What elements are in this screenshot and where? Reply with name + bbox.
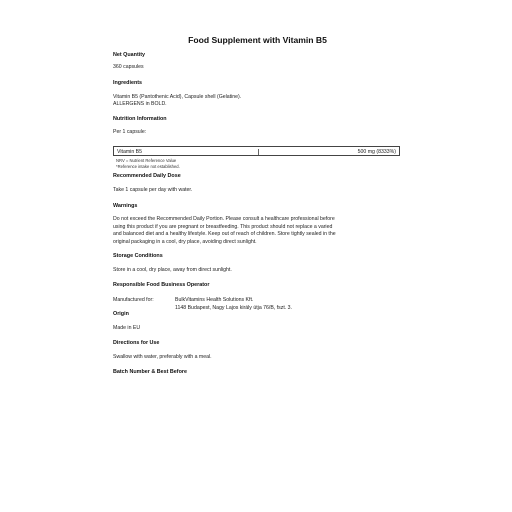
- reference-note: *Reference intake not established.: [116, 164, 180, 169]
- origin-heading: Origin: [113, 311, 129, 317]
- directions-heading: Directions for Use: [113, 340, 160, 346]
- nrv-note: NRV = Nutrient Reference Value: [116, 158, 177, 163]
- storage-value: Store in a cool, dry place, away from direct sunlight.: [113, 267, 232, 273]
- origin-value: Made in EU: [113, 325, 141, 331]
- ingredients-line: Vitamin B5 (Pantothenic Acid), Capsule shell (Gelatine).: [113, 94, 242, 100]
- warnings-line: using this product if you are pregnant or breastfeeding. This product should not replace a varied: [113, 223, 333, 230]
- warnings-line: original packaging in a cool, dry place, avoiding direct sunlight.: [113, 238, 257, 245]
- storage-heading: Storage Conditions: [113, 253, 163, 259]
- operator-name: BulkVitamins Health Solutions Kft.: [175, 297, 254, 303]
- operator-heading: Responsible Food Business Operator: [113, 282, 210, 288]
- document-title: Food Supplement with Vitamin B5: [188, 35, 327, 45]
- allergens-note: ALLERGENS in BOLD.: [113, 101, 167, 107]
- nutrient-value: 500 mg (8333%): [357, 148, 396, 155]
- nutrition-heading: Nutrition Information: [113, 116, 167, 122]
- warnings-heading: Warnings: [113, 203, 138, 209]
- batch-heading: Batch Number & Best Before: [113, 369, 187, 375]
- dose-heading: Recommended Daily Dose: [113, 173, 181, 179]
- manufactured-for-label: Manufactured for:: [113, 297, 154, 303]
- nutrition-per: Per 1 capsule:: [113, 129, 147, 135]
- dose-value: Take 1 capsule per day with water.: [113, 187, 193, 193]
- operator-address: 1148 Budapest, Nagy Lajos király útja 76/B, fszt. 3.: [175, 305, 292, 311]
- operator-address-block: [175, 296, 395, 312]
- table-divider: [258, 149, 259, 155]
- nutrition-table: [113, 146, 400, 156]
- net-quantity-value: 360 capsules: [113, 64, 144, 70]
- ingredients-heading: Ingredients: [113, 80, 143, 86]
- nutrient-name: Vitamin B5: [117, 148, 142, 155]
- net-quantity-heading: Net Quantity: [113, 52, 146, 58]
- directions-value: Swallow with water, preferably with a meal.: [113, 354, 212, 360]
- warnings-line: and balanced diet and a healthy lifestyle. Keep out of reach of children. Store tightly sealed in the: [113, 231, 336, 237]
- warnings-line: Do not exceed the Recommended Daily Portion. Please consult a healthcare professional before: [113, 216, 335, 222]
